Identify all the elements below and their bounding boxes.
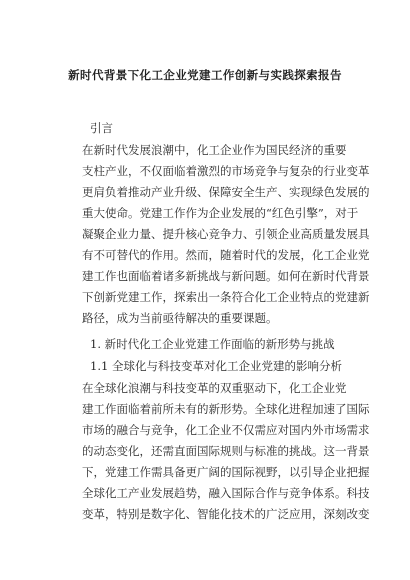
intro-line: 凝聚企业力量、提升核心竞争力、引领企业高质量发展具 [82, 227, 370, 241]
intro-line: 下创新党建工作，探索出一条符合化工企业特点的党建新 [82, 290, 370, 304]
intro-line: 在新时代发展浪潮中，化工企业作为国民经济的重要 [82, 143, 347, 157]
intro-line: 更肩负着推动产业升级、保障安全生产、实现绿色发展的 [82, 185, 370, 199]
intro-heading: 引言 [90, 121, 113, 135]
intro-line: 重大使命。党建工作作为企业发展的“红色引擎”，对于 [82, 206, 359, 220]
body-line: 的动态变化，还需直面国际规则与标准的挑战。这一背景 [82, 444, 370, 458]
section-heading: 1. 新时代化工企业党建工作面临的新形势与挑战 [90, 337, 335, 351]
document-title: 新时代背景下化工企业党建工作创新与实践探索报告 [68, 68, 342, 82]
intro-line: 建工作也面临着诸多新挑战与新问题。如何在新时代背景 [82, 269, 370, 283]
intro-line: 路径，成为当前亟待解决的重要课题。 [82, 311, 278, 325]
body-line: 建工作面临着前所未有的新形势。全球化进程加速了国际 [82, 402, 370, 416]
subsection-heading: 1.1 全球化与科技变革对化工企业党建的影响分析 [90, 359, 342, 373]
body-line: 在全球化浪潮与科技变革的双重驱动下，化工企业党 [82, 381, 347, 395]
body-line: 下，党建工作需具备更广阔的国际视野，以引导企业把握 [82, 465, 370, 479]
body-line: 变革，特别是数字化、智能化技术的广泛应用，深刻改变 [82, 507, 370, 521]
body-line: 全球化工产业发展趋势，融入国际合作与竞争体系。科技 [82, 486, 370, 500]
intro-line: 支柱产业，不仅面临着激烈的市场竞争与复杂的行业变革 [82, 164, 370, 178]
intro-line: 有不可替代的作用。然而，随着时代的发展，化工企业党 [82, 248, 370, 262]
body-line: 市场的融合与竞争，化工企业不仅需应对国内外市场需求 [82, 423, 370, 437]
